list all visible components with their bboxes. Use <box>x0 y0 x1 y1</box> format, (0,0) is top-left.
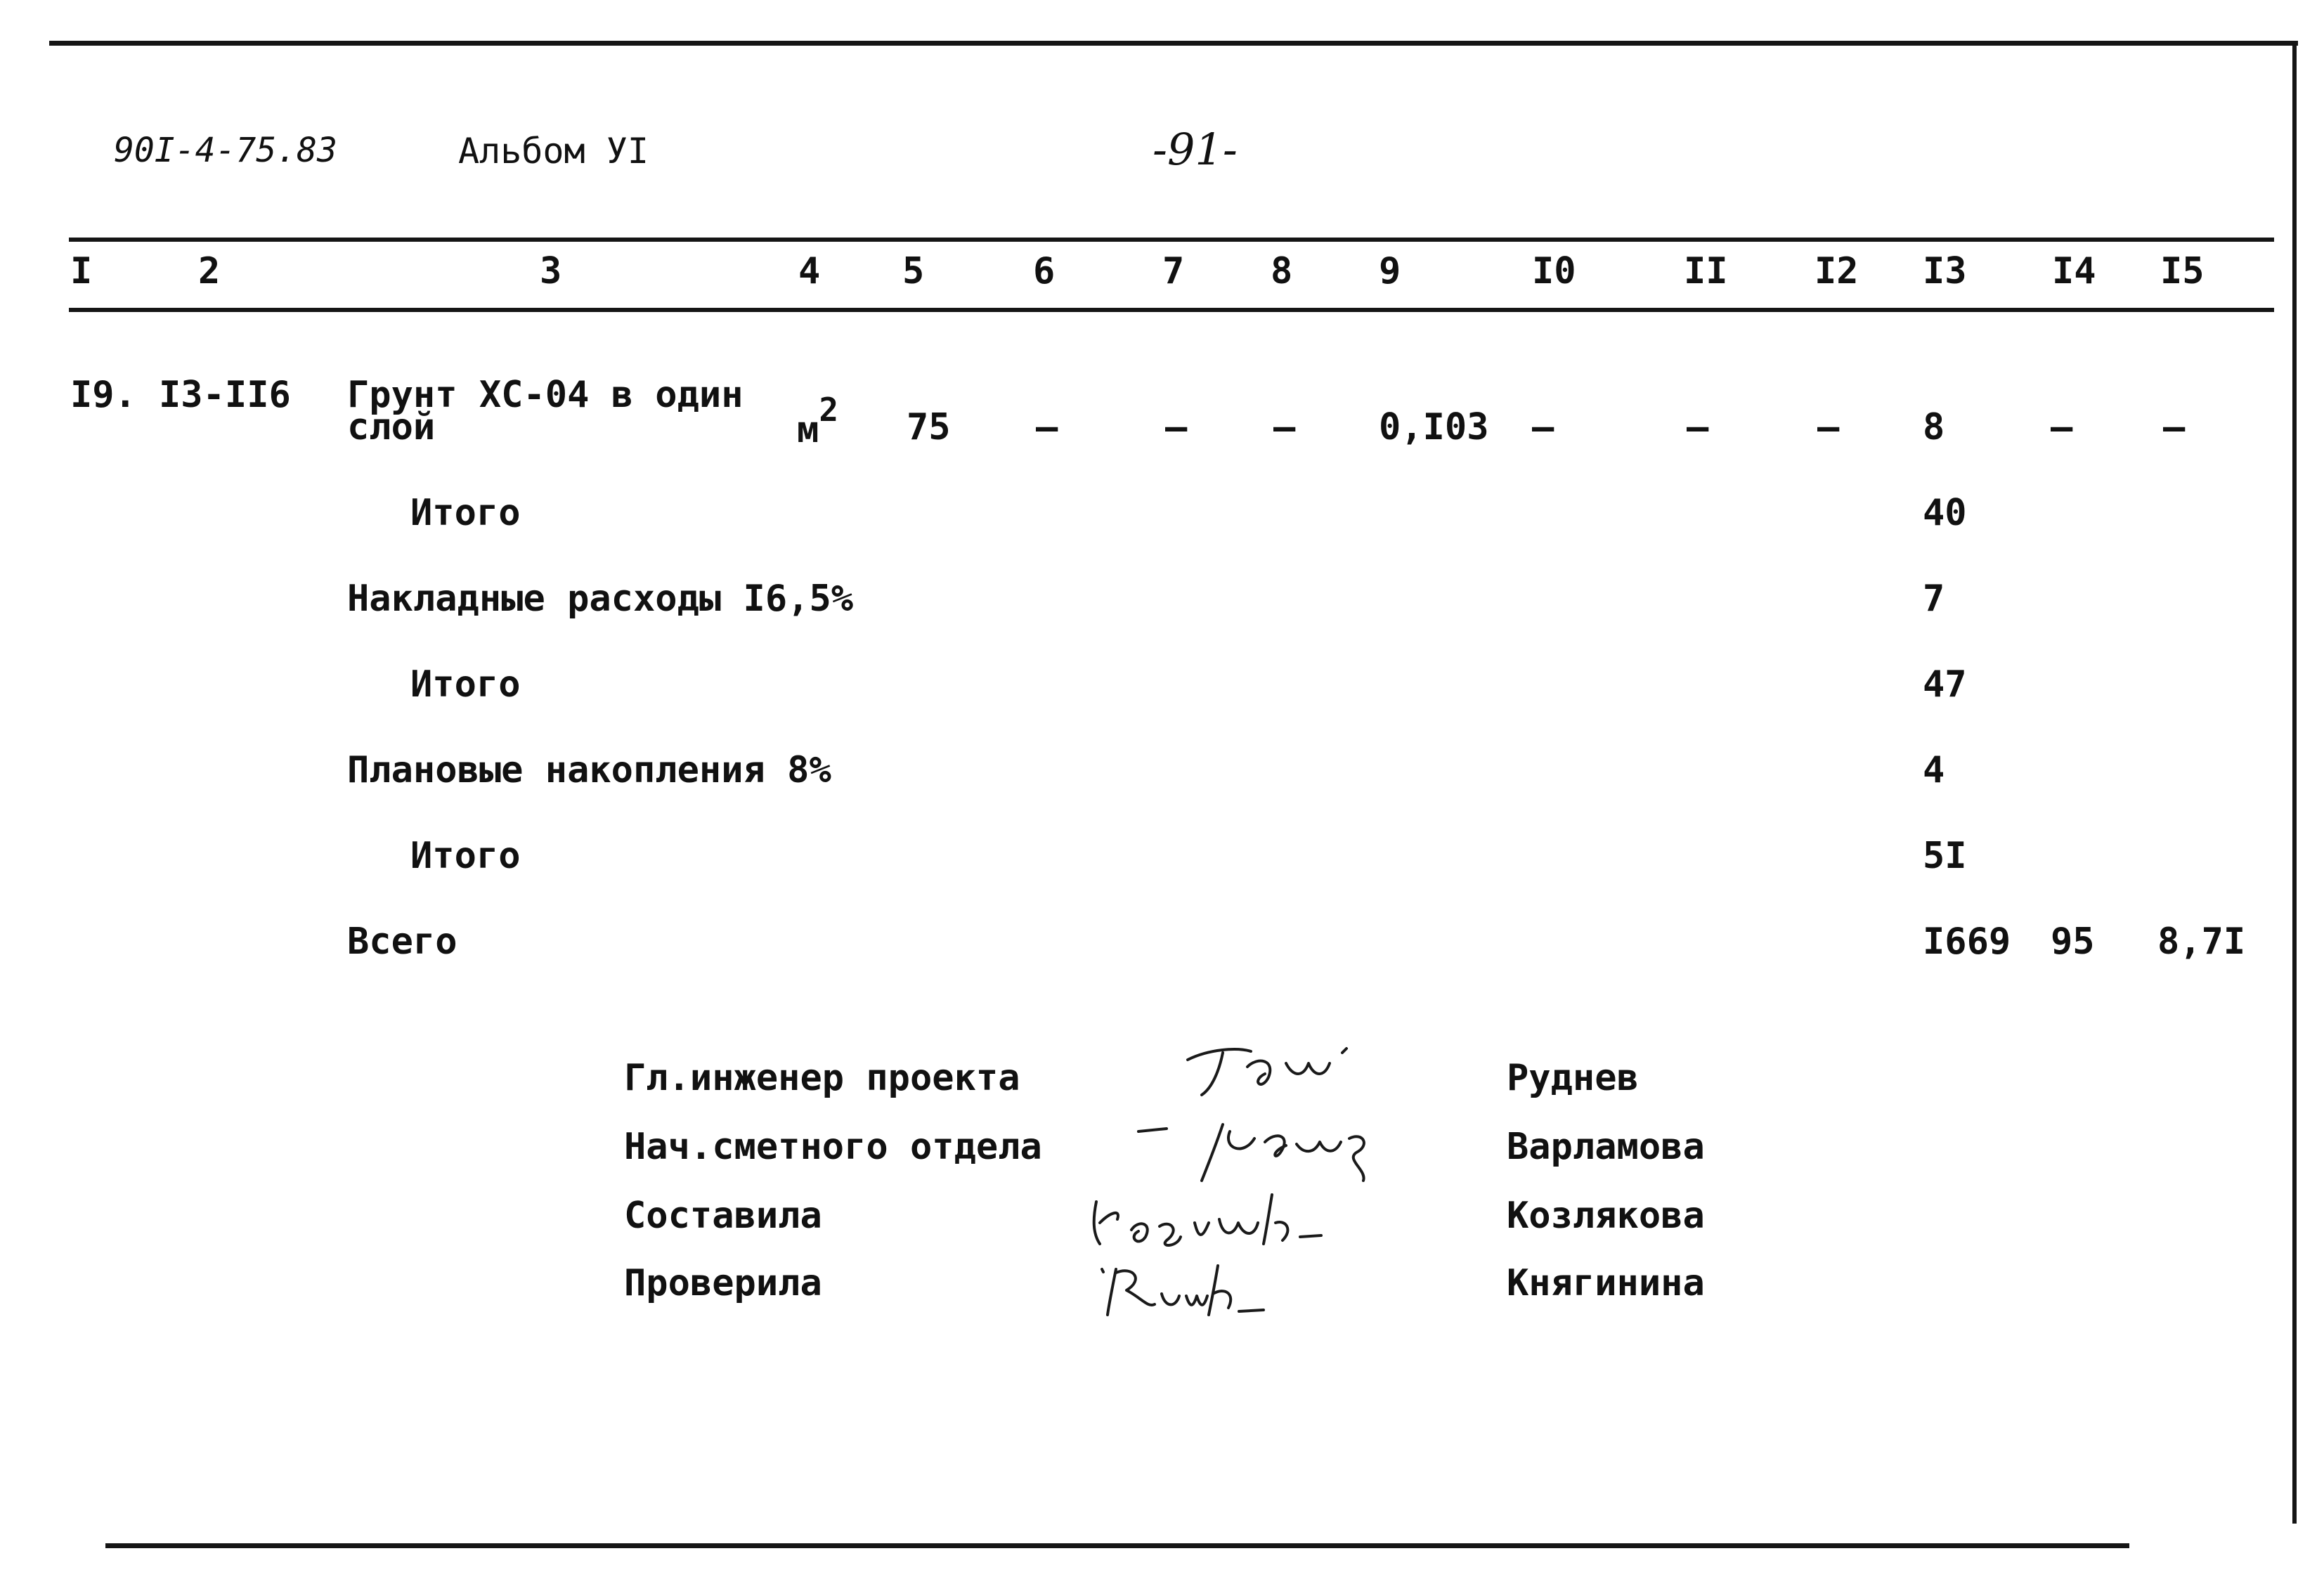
column-header-top-rule <box>69 238 2274 242</box>
column-number-10: I0 <box>1532 250 1576 292</box>
signature-role-compiled-by: Составила <box>624 1195 822 1237</box>
bottom-border <box>105 1543 2129 1548</box>
item-col7: – <box>1165 406 1188 448</box>
overhead-value: 7 <box>1923 578 1945 620</box>
item-quantity: 75 <box>907 406 951 448</box>
signature-name-checked-by: Княгинина <box>1507 1262 1705 1304</box>
column-number-11: II <box>1684 250 1728 292</box>
item-col6: – <box>1036 406 1058 448</box>
column-number-7: 7 <box>1162 250 1185 292</box>
column-number-5: 5 <box>902 250 925 292</box>
item-unit <box>797 391 839 451</box>
item-description-line1: Грунт ХС-04 в один <box>347 374 744 416</box>
item-col8: – <box>1273 406 1296 448</box>
album-label: Альбом УI <box>458 131 649 171</box>
column-number-14: I4 <box>2052 250 2096 292</box>
signature-name-estimate-head: Варламова <box>1507 1126 1705 1168</box>
signature-role-chief-engineer: Гл.инженер проекта <box>624 1057 1020 1099</box>
column-number-9: 9 <box>1379 250 1401 292</box>
column-number-8: 8 <box>1271 250 1293 292</box>
column-number-1: I <box>70 250 93 292</box>
column-number-12: I2 <box>1815 250 1859 292</box>
subtotal-label-3: Итого <box>410 835 521 877</box>
handwritten-signature-4 <box>1088 1255 1313 1325</box>
item-col12: – <box>1817 406 1840 448</box>
column-number-2: 2 <box>198 250 221 292</box>
column-number-3: 3 <box>540 250 562 292</box>
column-number-13: I3 <box>1923 250 1967 292</box>
item-col13: 8 <box>1923 406 1945 448</box>
planned-savings-value: 4 <box>1923 749 1945 791</box>
top-border <box>49 41 2298 46</box>
handwritten-signature-1 <box>1181 1039 1391 1102</box>
item-code: I3-II6 <box>159 374 291 416</box>
grand-total-label: Всего <box>347 921 457 963</box>
grand-total-col14: 95 <box>2051 921 2095 963</box>
doc-code: 90I-4-75.83 <box>114 131 337 170</box>
signature-name-chief-engineer: Руднев <box>1507 1057 1639 1099</box>
item-col10: – <box>1532 406 1554 448</box>
item-col15: – <box>2163 406 2186 448</box>
item-number: I9. <box>70 374 136 416</box>
item-unit-exponent: 2 <box>819 391 839 429</box>
signature-role-estimate-head: Нач.сметного отдела <box>624 1126 1042 1168</box>
subtotal-value-1: 40 <box>1923 492 1967 534</box>
item-col9: 0,I03 <box>1379 406 1489 448</box>
grand-total-col13: I669 <box>1923 921 2011 963</box>
page-number: -91- <box>1153 124 1238 175</box>
planned-savings-label: Плановые накопления 8% <box>347 749 831 791</box>
column-number-6: 6 <box>1033 250 1056 292</box>
subtotal-label-2: Итого <box>410 663 521 706</box>
column-number-15: I5 <box>2160 250 2205 292</box>
item-col14: – <box>2051 406 2073 448</box>
overhead-label: Накладные расходы I6,5% <box>347 578 854 620</box>
grand-total-col15: 8,7I <box>2157 921 2246 963</box>
subtotal-value-2: 47 <box>1923 663 1967 706</box>
column-header-bottom-rule <box>69 308 2274 312</box>
column-number-4: 4 <box>798 250 821 292</box>
signature-role-checked-by: Проверила <box>624 1262 822 1304</box>
subtotal-label-1: Итого <box>410 492 521 534</box>
subtotal-value-3: 5I <box>1923 835 1967 877</box>
item-description-line2: слой <box>347 406 436 448</box>
item-unit-base: м <box>797 409 819 451</box>
signature-name-compiled-by: Козлякова <box>1507 1195 1705 1237</box>
right-border <box>2292 41 2297 1524</box>
handwritten-signature-3 <box>1082 1181 1377 1258</box>
item-col11: – <box>1687 406 1709 448</box>
